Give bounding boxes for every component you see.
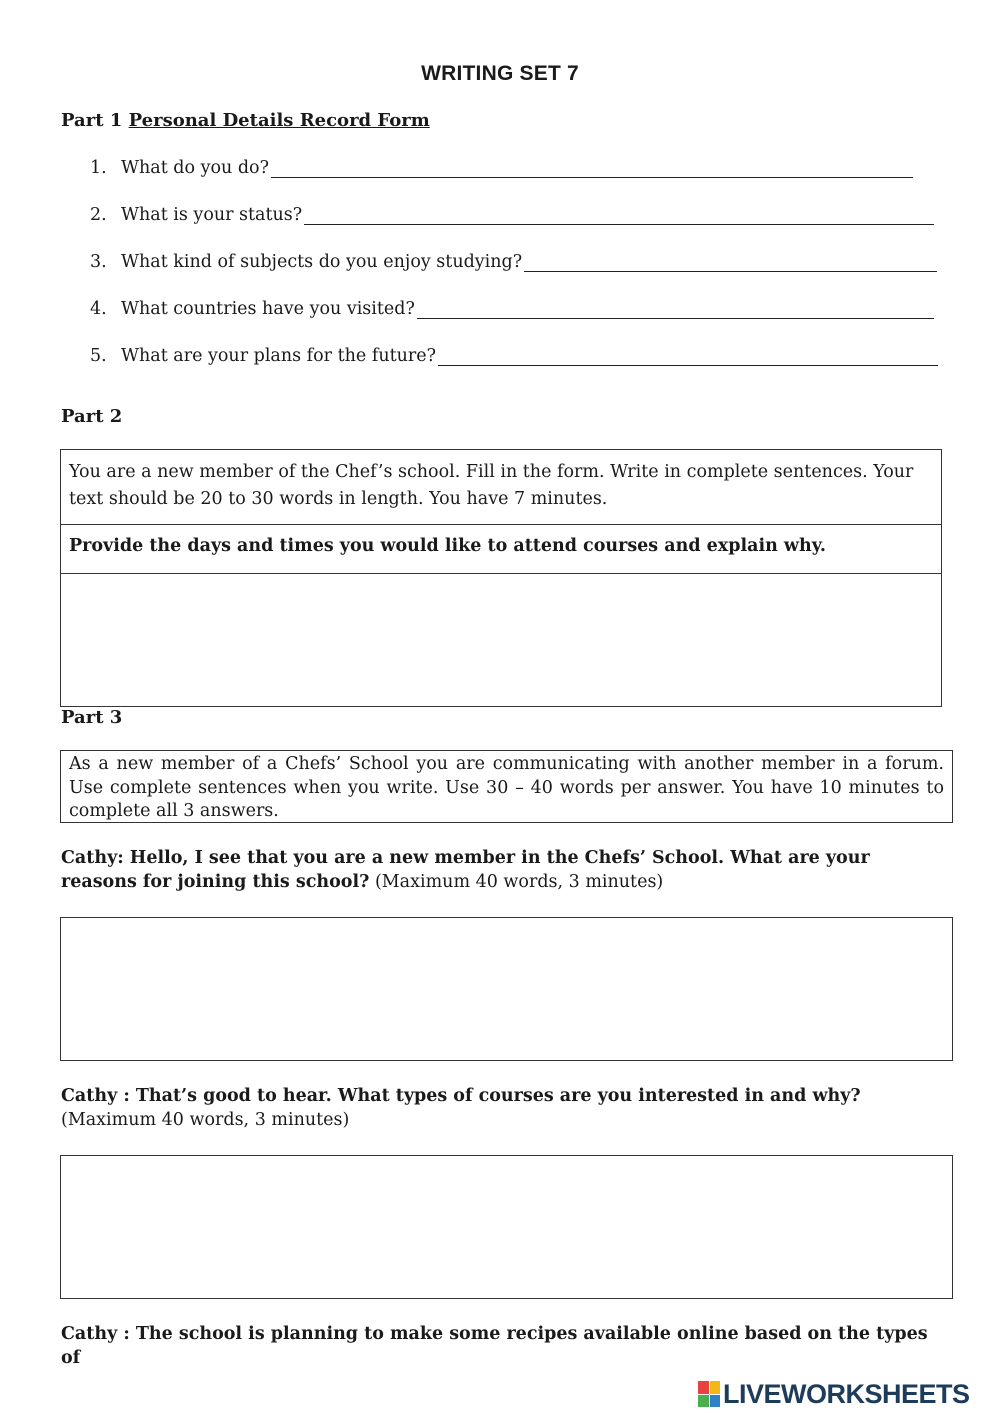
part2-task: Provide the days and times you would like to attend courses and explain why. bbox=[69, 536, 826, 556]
question-number: 5. bbox=[90, 346, 107, 366]
liveworksheets-logo bbox=[698, 1378, 970, 1410]
question-number: 1. bbox=[90, 158, 107, 178]
cathy-prompt-2 bbox=[61, 1084, 946, 1132]
answer-line-1[interactable] bbox=[271, 158, 913, 178]
part3-instructions-box bbox=[60, 750, 953, 823]
answer-line-4[interactable] bbox=[417, 299, 934, 319]
cathy-prompt-3 bbox=[61, 1322, 946, 1370]
prompt-text: Cathy : That’s good to hear. What types of courses are you interested in and why? bbox=[61, 1086, 861, 1106]
liveworksheets-logo-icon bbox=[698, 1381, 720, 1407]
question-text: What is your status? bbox=[121, 205, 303, 225]
prompt-text: Cathy : The school is planning to make some recipes available online based on the types of bbox=[61, 1324, 928, 1368]
part3-heading: Part 3 bbox=[61, 707, 123, 728]
question-3 bbox=[90, 246, 937, 272]
question-text: What do you do? bbox=[121, 158, 269, 178]
part1-heading bbox=[61, 110, 430, 131]
part2-box bbox=[60, 449, 942, 707]
part2-answer-area[interactable] bbox=[61, 574, 941, 706]
answer-box-2[interactable] bbox=[60, 1155, 953, 1299]
question-number: 3. bbox=[90, 252, 107, 272]
worksheet-title: WRITING SET 7 bbox=[421, 62, 579, 85]
part2-heading: Part 2 bbox=[61, 406, 123, 427]
logo-text: LIVEWORKSHEETS bbox=[723, 1378, 970, 1409]
question-number: 2. bbox=[90, 205, 107, 225]
part1-label: Part 1 bbox=[61, 110, 123, 131]
question-text: What kind of subjects do you enjoy studying? bbox=[121, 252, 523, 272]
part3-instructions: As a new member of a Chefs’ School you are communicating with another member in a forum. Use complete sentences when you write. Use 30 – 40 words per answer. You have 10 minutes to complete all 3 answers. bbox=[69, 754, 944, 821]
question-number: 4. bbox=[90, 299, 107, 319]
cathy-prompt-1 bbox=[61, 846, 946, 894]
question-1 bbox=[90, 152, 913, 178]
question-2 bbox=[90, 199, 934, 225]
answer-box-1[interactable] bbox=[60, 917, 953, 1061]
part1-form-title: Personal Details Record Form bbox=[128, 110, 430, 131]
answer-line-2[interactable] bbox=[304, 205, 934, 225]
part2-instructions: You are a new member of the Chef’s school. Fill in the form. Write in complete sentences. Your text should be 20 to 30 words in length. You have 7 minutes. bbox=[69, 462, 914, 509]
question-5 bbox=[90, 340, 938, 366]
prompt-note: (Maximum 40 words, 3 minutes) bbox=[374, 872, 664, 892]
prompt-note: (Maximum 40 words, 3 minutes) bbox=[61, 1110, 350, 1130]
answer-line-5[interactable] bbox=[438, 346, 938, 366]
question-text: What countries have you visited? bbox=[121, 299, 415, 319]
divider bbox=[61, 524, 941, 525]
question-4 bbox=[90, 293, 934, 319]
question-text: What are your plans for the future? bbox=[121, 346, 436, 366]
answer-line-3[interactable] bbox=[524, 252, 937, 272]
prompt-text: Cathy: Hello, I see that you are a new member in the Chefs’ School. What are your reasons for joining this school? bbox=[61, 848, 870, 892]
